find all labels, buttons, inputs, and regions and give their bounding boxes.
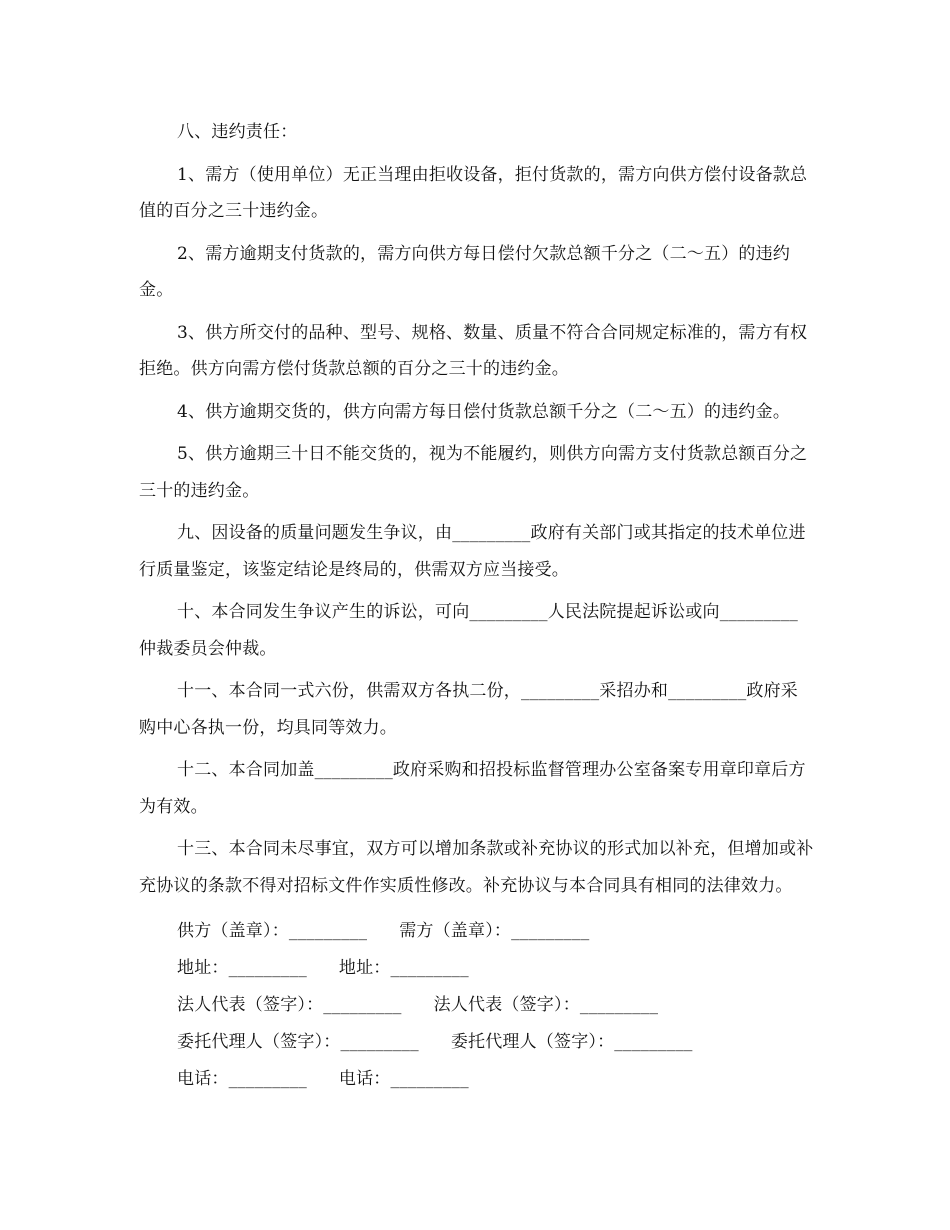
section-12: 十二、本合同加盖_________政府采购和招投标监督管理办公室备案专用章印章后方为有效。 [139,760,806,817]
supplier-legal-rep-field: 法人代表（签字）：_________ [177,995,402,1015]
buyer-phone-field: 电话：_________ [338,1069,469,1089]
clause-8-5: 5、供方逾期三十日不能交货的，视为不能履约，则供方向需方支付货款总额百分之三十的违约金。 [139,444,808,501]
buyer-address-field: 地址：_________ [338,958,469,978]
section-9: 九、因设备的质量问题发生争议，由_________政府有关部门或其指定的技术单位进行质量鉴定，该鉴定结论是终局的，供需双方应当接受。 [139,523,806,580]
signature-block [177,913,817,1098]
phone-row [177,1061,817,1098]
section-10: 十、本合同发生争议产生的诉讼，可向_________人民法院提起诉讼或向_________仲裁委员会仲裁。 [139,602,798,659]
section-11: 十一、本合同一式六份，供需双方各执二份，_________采招办和_________政府采购中心各执一份，均具同等效力。 [139,681,798,738]
clause-8-2: 2、需方逾期支付货款的，需方向供方每日偿付欠款总额千分之（二～五）的违约金。 [139,243,791,300]
supplier-phone-field: 电话：_________ [177,1069,307,1089]
supplier-address-field: 地址：_________ [177,958,307,978]
supplier-agent-field: 委托代理人（签字）：_________ [177,1032,419,1052]
contract-body [139,114,814,910]
seal-row [177,913,817,950]
section-13: 十三、本合同未尽事宜，双方可以增加条款或补充协议的形式加以补充，但增加或补充协议的条款不得对招标文件作实质性修改。补充协议与本合同具有相同的法律效力。 [139,839,814,896]
buyer-agent-field: 委托代理人（签字）：_________ [450,1032,693,1052]
address-row [177,950,817,987]
legal-rep-row [177,987,817,1024]
buyer-seal-field: 需方（盖章）：_________ [399,921,590,941]
clause-8-1: 1、需方（使用单位）无正当理由拒收设备，拒付货款的，需方向供方偿付设备款总值的百分之三十违约金。 [139,164,808,221]
buyer-legal-rep-field: 法人代表（签字）：_________ [433,995,659,1015]
section-8-heading: 八、违约责任： [177,122,298,142]
clause-8-4: 4、供方逾期交货的，供方向需方每日偿付货款总额千分之（二～五）的违约金。 [177,401,791,422]
clause-8-3: 3、供方所交付的品种、型号、规格、数量、质量不符合合同规定标准的，需方有权拒绝。供方向需方偿付货款总额的百分之三十的违约金。 [139,322,808,379]
agent-row [177,1024,817,1061]
supplier-seal-field: 供方（盖章）：_________ [177,921,368,941]
